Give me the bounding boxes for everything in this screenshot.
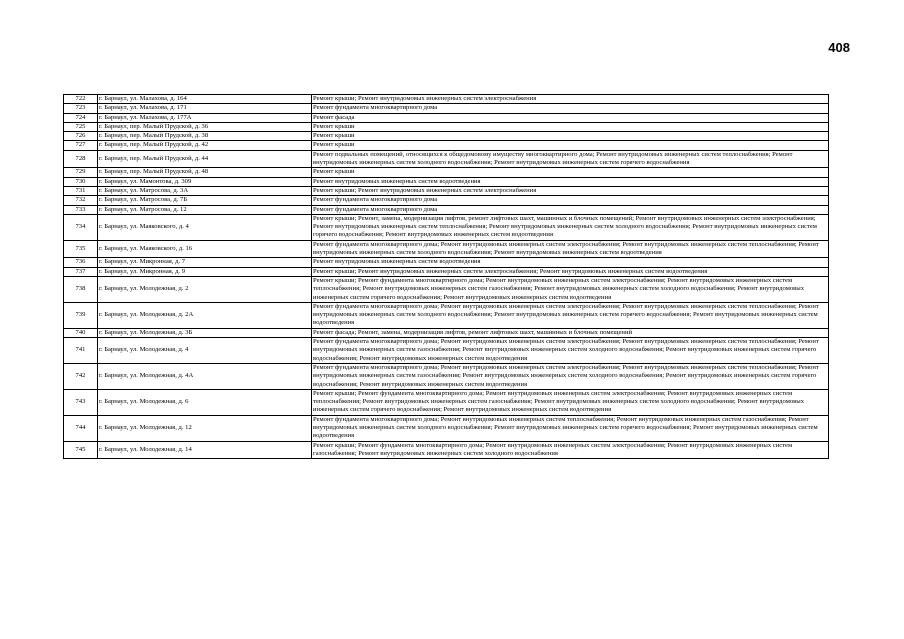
row-address: г. Барнаул, пер. Малый Прудской, д. 44	[98, 150, 312, 168]
row-number: 731	[64, 186, 98, 195]
row-works: Ремонт крыши; Ремонт, замена, модернизация лифтов, ремонт лифтовых шахт, машинных и блочных помещений; Ремонт внутридомовых инженерных систем электроснабжения; Ремонт внутридомовых инженерных систем теплоснабжения; Ремонт внутридомовых инженерных систем холодного водоснабжения; Ремонт внутридомовых инженерных систем горячего водоснабжения; Ремонт внутридомовых инженерных систем водоотведения	[312, 214, 829, 240]
table-row	[64, 338, 829, 364]
row-works: Ремонт фундамента многоквартирного дома; Ремонт внутридомовых инженерных систем теплоснабжения; Ремонт внутридомовых инженерных систем газоснабжения; Ремонт внутридомовых инженерных систем холодного водоснабжения; Ремонт внутридомовых инженерных систем горячего водоснабжения; Ремонт внутридомовых инженерных систем водоотведения	[312, 415, 829, 441]
table-row	[64, 113, 829, 122]
row-address: г. Барнаул, ул. Мамонтова, д. 309	[98, 177, 312, 186]
table-row	[64, 258, 829, 267]
table-row	[64, 122, 829, 131]
table-row	[64, 441, 829, 459]
row-number: 738	[64, 276, 98, 302]
row-works: Ремонт подвальных помещений, относящихся к общедомовому имуществу многоквартирного дома; Ремонт внутридомовых инженерных систем теплоснабжения; Ремонт внутридомовых инженерных систем холодного водоснабжения; Ремонт внутридомовых инженерных систем горячего водоснабжения	[312, 150, 829, 168]
row-number: 745	[64, 441, 98, 459]
table-row	[64, 302, 829, 328]
row-works: Ремонт крыши; Ремонт внутридомовых инженерных систем электроснабжения	[312, 186, 829, 195]
table-row	[64, 276, 829, 302]
row-number: 727	[64, 141, 98, 150]
row-works: Ремонт крыши	[312, 122, 829, 131]
row-number: 742	[64, 363, 98, 389]
row-address: г. Барнаул, ул. Молодежная, д. 2А	[98, 302, 312, 328]
row-number: 723	[64, 104, 98, 113]
row-address: г. Барнаул, ул. Молодежная, д. 2	[98, 276, 312, 302]
row-address: г. Барнаул, пер. Малый Прудской, д. 48	[98, 168, 312, 177]
table-row	[64, 141, 829, 150]
row-works: Ремонт крыши; Ремонт внутридомовых инженерных систем электроснабжения	[312, 95, 829, 104]
table-row	[64, 328, 829, 337]
row-number: 735	[64, 240, 98, 258]
row-address: г. Барнаул, ул. Матросова, д. 3А	[98, 186, 312, 195]
row-works: Ремонт внутридомовых инженерных систем водоотведения	[312, 177, 829, 186]
row-works: Ремонт фундамента многоквартирного дома; Ремонт внутридомовых инженерных систем электроснабжения; Ремонт внутридомовых инженерных систем теплоснабжения; Ремонт внутридомовых инженерных систем холодного водоснабжения; Ремонт внутридомовых инженерных систем горячего водоснабжения; Ремонт внутридомовых инженерных систем водоотведения	[312, 302, 829, 328]
table-row	[64, 196, 829, 205]
row-works: Ремонт фундамента многоквартирного дома; Ремонт внутридомовых инженерных систем электроснабжения; Ремонт внутридомовых инженерных систем теплоснабжения; Ремонт внутридомовых инженерных систем газоснабжения; Ремонт внутридомовых инженерных систем холодного водоснабжения; Ремонт внутридомовых инженерных систем горячего водоснабжения; Ремонт внутридомовых инженерных систем водоотведения	[312, 338, 829, 364]
row-number: 730	[64, 177, 98, 186]
row-number: 722	[64, 95, 98, 104]
row-works: Ремонт крыши	[312, 141, 829, 150]
row-works: Ремонт крыши; Ремонт внутридомовых инженерных систем электроснабжения; Ремонт внутридомовых инженерных систем водоотведения	[312, 267, 829, 276]
row-address: г. Барнаул, ул. Маяковского, д. 4	[98, 214, 312, 240]
table-row	[64, 95, 829, 104]
row-number: 736	[64, 258, 98, 267]
row-address: г. Барнаул, ул. Молодежная, д. 12	[98, 415, 312, 441]
row-address: г. Барнаул, ул. Матросова, д. 12	[98, 205, 312, 214]
row-address: г. Барнаул, ул. Матросова, д. 7Б	[98, 196, 312, 205]
row-number: 726	[64, 132, 98, 141]
table-row	[64, 168, 829, 177]
row-address: г. Барнаул, ул. Малахова, д. 164	[98, 95, 312, 104]
table-row	[64, 214, 829, 240]
row-number: 744	[64, 415, 98, 441]
row-works: Ремонт фундамента многоквартирного дома	[312, 104, 829, 113]
table-row	[64, 104, 829, 113]
row-works: Ремонт внутридомовых инженерных систем водоотведения	[312, 258, 829, 267]
row-address: г. Барнаул, ул. Молодежная, д. 4А	[98, 363, 312, 389]
row-number: 737	[64, 267, 98, 276]
table-row	[64, 177, 829, 186]
row-number: 740	[64, 328, 98, 337]
row-address: г. Барнаул, ул. Молодежная, д. 4	[98, 338, 312, 364]
row-number: 733	[64, 205, 98, 214]
table-row	[64, 240, 829, 258]
row-works: Ремонт фундамента многоквартирного дома	[312, 196, 829, 205]
row-address: г. Барнаул, пер. Малый Прудской, д. 42	[98, 141, 312, 150]
repair-table	[63, 94, 829, 459]
row-number: 741	[64, 338, 98, 364]
row-works: Ремонт фундамента многоквартирного дома; Ремонт внутридомовых инженерных систем электроснабжения; Ремонт внутридомовых инженерных систем теплоснабжения; Ремонт внутридомовых инженерных систем холодного водоснабжения; Ремонт внутридомовых инженерных систем водоотведения	[312, 240, 829, 258]
row-works: Ремонт крыши; Ремонт фундамента многоквартирного дома; Ремонт внутридомовых инженерных систем электроснабжения; Ремонт внутридомовых инженерных систем теплоснабжения; Ремонт внутридомовых инженерных систем газоснабжения; Ремонт внутридомовых инженерных систем холодного водоснабжения; Ремонт внутридомовых инженерных систем горячего водоснабжения; Ремонт внутридомовых инженерных систем водоотведения	[312, 389, 829, 415]
row-number: 739	[64, 302, 98, 328]
row-address: г. Барнаул, ул. Молодежная, д. 3Б	[98, 328, 312, 337]
row-works: Ремонт фундамента многоквартирного дома	[312, 205, 829, 214]
row-works: Ремонт крыши; Ремонт фундамента многоквартирного дома; Ремонт внутридомовых инженерных систем электроснабжения; Ремонт внутридомовых инженерных систем газоснабжения; Ремонт внутридомовых инженерных систем холодного водоснабжения	[312, 441, 829, 459]
row-works: Ремонт фасада	[312, 113, 829, 122]
row-works: Ремонт крыши; Ремонт фундамента многоквартирного дома; Ремонт внутридомовых инженерных систем электроснабжения; Ремонт внутридомовых инженерных систем теплоснабжения; Ремонт внутридомовых инженерных систем газоснабжения; Ремонт внутридомовых инженерных систем холодного водоснабжения; Ремонт внутридомовых инженерных систем горячего водоснабжения; Ремонт внутридомовых инженерных систем водоотведения	[312, 276, 829, 302]
row-address: г. Барнаул, ул. Микронная, д. 9	[98, 267, 312, 276]
row-number: 734	[64, 214, 98, 240]
table-row	[64, 150, 829, 168]
row-address: г. Барнаул, пер. Малый Прудской, д. 36	[98, 122, 312, 131]
row-number: 724	[64, 113, 98, 122]
table-row	[64, 186, 829, 195]
row-address: г. Барнаул, ул. Микронная, д. 7	[98, 258, 312, 267]
row-address: г. Барнаул, ул. Малахова, д. 177А	[98, 113, 312, 122]
row-address: г. Барнаул, ул. Малахова, д. 171	[98, 104, 312, 113]
table-row	[64, 389, 829, 415]
table-row	[64, 363, 829, 389]
row-works: Ремонт фасада; Ремонт, замена, модернизация лифтов, ремонт лифтовых шахт, машинных и блочных помещений	[312, 328, 829, 337]
table-row	[64, 132, 829, 141]
row-address: г. Барнаул, ул. Молодежная, д. 6	[98, 389, 312, 415]
row-number: 743	[64, 389, 98, 415]
repair-table-container	[63, 94, 829, 459]
row-number: 732	[64, 196, 98, 205]
row-works: Ремонт крыши	[312, 168, 829, 177]
row-number: 728	[64, 150, 98, 168]
table-row	[64, 205, 829, 214]
table-row	[64, 267, 829, 276]
page-number: 408	[828, 40, 850, 55]
row-number: 725	[64, 122, 98, 131]
row-number: 729	[64, 168, 98, 177]
repair-table-body	[64, 95, 829, 459]
row-works: Ремонт фундамента многоквартирного дома; Ремонт внутридомовых инженерных систем электроснабжения; Ремонт внутридомовых инженерных систем теплоснабжения; Ремонт внутридомовых инженерных систем газоснабжения; Ремонт внутридомовых инженерных систем холодного водоснабжения; Ремонт внутридомовых инженерных систем горячего водоснабжения; Ремонт внутридомовых инженерных систем водоотведения	[312, 363, 829, 389]
row-address: г. Барнаул, ул. Молодежная, д. 14	[98, 441, 312, 459]
row-works: Ремонт крыши	[312, 132, 829, 141]
row-address: г. Барнаул, ул. Маяковского, д. 16	[98, 240, 312, 258]
row-address: г. Барнаул, пер. Малый Прудской, д. 38	[98, 132, 312, 141]
table-row	[64, 415, 829, 441]
